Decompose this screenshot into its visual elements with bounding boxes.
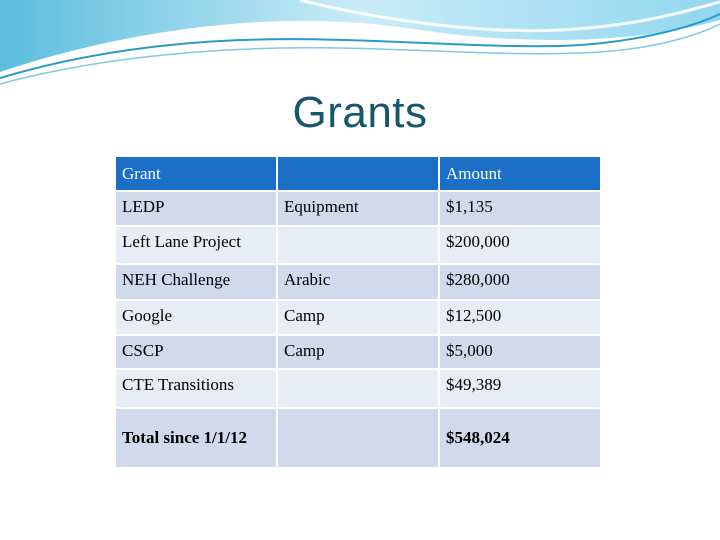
total-label: Total since 1/1/12 xyxy=(115,408,277,468)
header-amount: Amount xyxy=(439,156,601,191)
decorative-wave-banner xyxy=(0,0,720,90)
header-purpose xyxy=(277,156,439,191)
grant-purpose xyxy=(277,226,439,264)
grant-name: LEDP xyxy=(115,191,277,226)
total-purpose xyxy=(277,408,439,468)
table-header-row xyxy=(115,156,601,191)
grant-amount: $1,135 xyxy=(439,191,601,226)
grant-purpose: Camp xyxy=(277,300,439,335)
slide-title: Grants xyxy=(292,88,428,137)
table-row xyxy=(115,335,601,369)
grant-name: CTE Transitions xyxy=(115,369,277,408)
table-row xyxy=(115,264,601,300)
table-row xyxy=(115,226,601,264)
grant-amount: $280,000 xyxy=(439,264,601,300)
grant-name: CSCP xyxy=(115,335,277,369)
grant-purpose xyxy=(277,369,439,408)
table-row xyxy=(115,369,601,408)
grant-purpose: Equipment xyxy=(277,191,439,226)
grant-amount: $200,000 xyxy=(439,226,601,264)
grants-table xyxy=(114,155,602,469)
grant-amount: $12,500 xyxy=(439,300,601,335)
table-row xyxy=(115,191,601,226)
table-total-row xyxy=(115,408,601,468)
grant-name: Google xyxy=(115,300,277,335)
header-grant: Grant xyxy=(115,156,277,191)
total-amount: $548,024 xyxy=(439,408,601,468)
grant-name: Left Lane Project xyxy=(115,226,277,264)
grant-name: NEH Challenge xyxy=(115,264,277,300)
grant-purpose: Arabic xyxy=(277,264,439,300)
grant-purpose: Camp xyxy=(277,335,439,369)
grant-amount: $5,000 xyxy=(439,335,601,369)
table-row xyxy=(115,300,601,335)
grant-amount: $49,389 xyxy=(439,369,601,408)
